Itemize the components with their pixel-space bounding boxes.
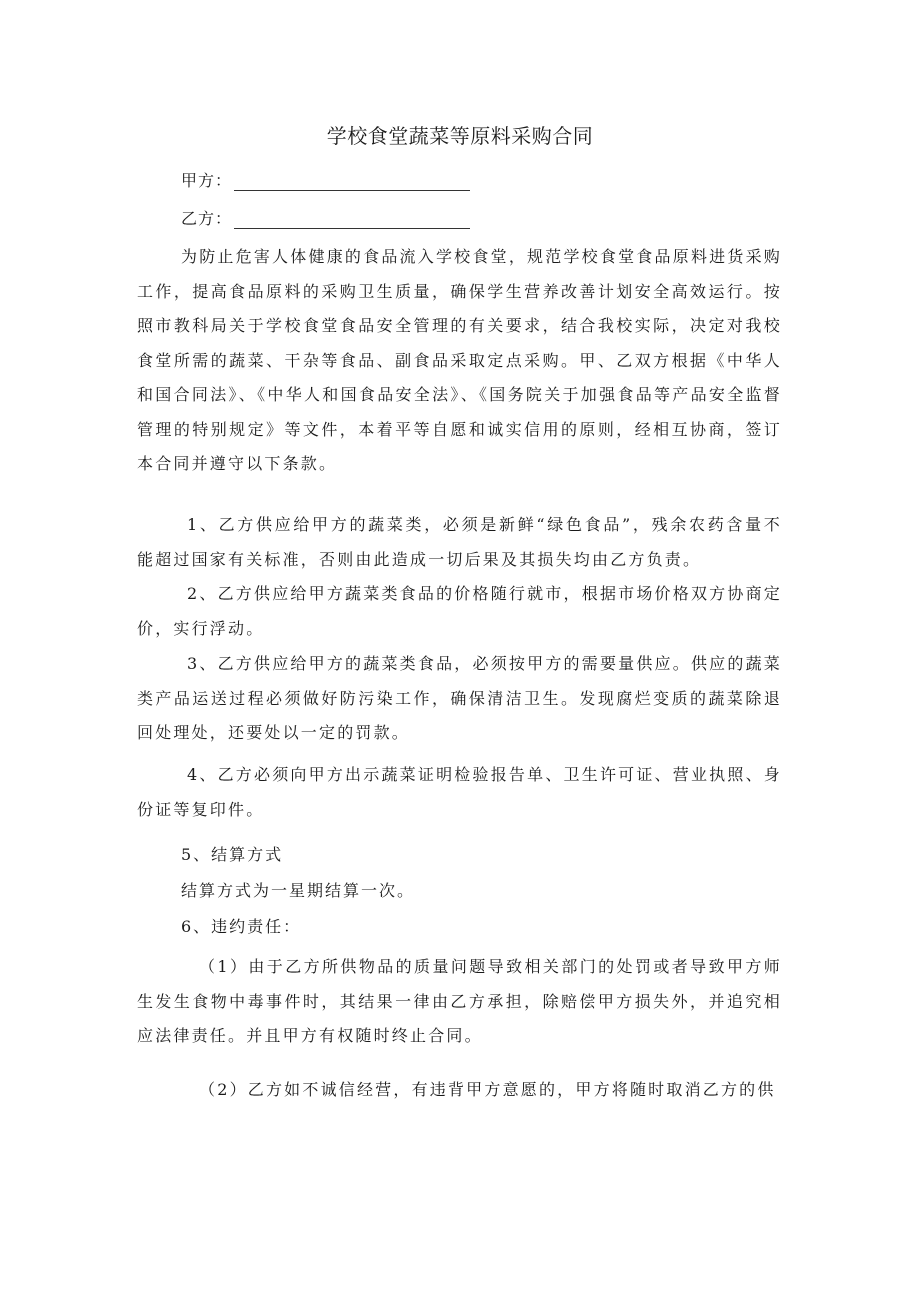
party-b-blank (234, 210, 470, 229)
party-a-line (181, 168, 470, 191)
party-a-label: 甲方： (181, 171, 233, 190)
clause-6-1: （1）由于乙方所供物品的质量问题导致相关部门的处罚或者导致甲方师生发生食物中毒事件时，其结果一律由乙方承担，除赔偿甲方损失外，并追究相应法律责任。并且甲方有权随时终止合同。 (137, 957, 782, 1045)
party-b-line (181, 206, 470, 229)
clause-5-text: 结算方式为一星期结算一次。 (181, 881, 416, 900)
clause-4: 4、乙方必须向甲方出示蔬菜证明检验报告单、卫生许可证、营业执照、身份证等复印件。 (137, 765, 782, 819)
party-b-label: 乙方： (181, 209, 233, 228)
clause-6-heading: 6、违约责任： (181, 917, 302, 936)
clause-2: 2、乙方供应给甲方蔬菜类食品的价格随行就市，根据市场价格双方协商定价，实行浮动。 (137, 584, 782, 638)
clause-5-heading: 5、结算方式 (181, 845, 284, 864)
document-title: 学校食堂蔬菜等原料采购合同 (326, 124, 594, 148)
clause-3: 3、乙方供应给甲方的蔬菜类食品，必须按甲方的需要量供应。供应的蔬菜类产品运送过程必须做好防污染工作，确保清洁卫生。发现腐烂变质的蔬菜除退回处理处，还要处以一定的罚款。 (137, 654, 782, 742)
clause-1: 1、乙方供应给甲方的蔬菜类，必须是新鲜“绿色食品”，残余农药含量不能超过国家有关标准，否则由此造成一切后果及其损失均由乙方负责。 (137, 515, 782, 569)
clause-6-2: （2）乙方如不诚信经营，有违背甲方意愿的，甲方将随时取消乙方的供 (199, 1080, 776, 1099)
party-a-blank (234, 172, 470, 191)
intro-paragraph: 为防止危害人体健康的食品流入学校食堂，规范学校食堂食品原料进货采购工作，提高食品原料的采购卫生质量，确保学生营养改善计划安全高效运行。按照市教科局关于学校食堂食品安全管理的有关要求，结合我校实际，决定对我校食堂所需的蔬菜、干杂等食品、副食品采取定点采购。甲、乙双方根据《中华人和国合同法》、《中华人和国食品安全法》、《国务院关于加强食品等产品安全监督管理的特别规定》等文件，本着平等自愿和诚实信用的原则，经相互协商，签订本合同并遵守以下条款。 (137, 247, 782, 473)
